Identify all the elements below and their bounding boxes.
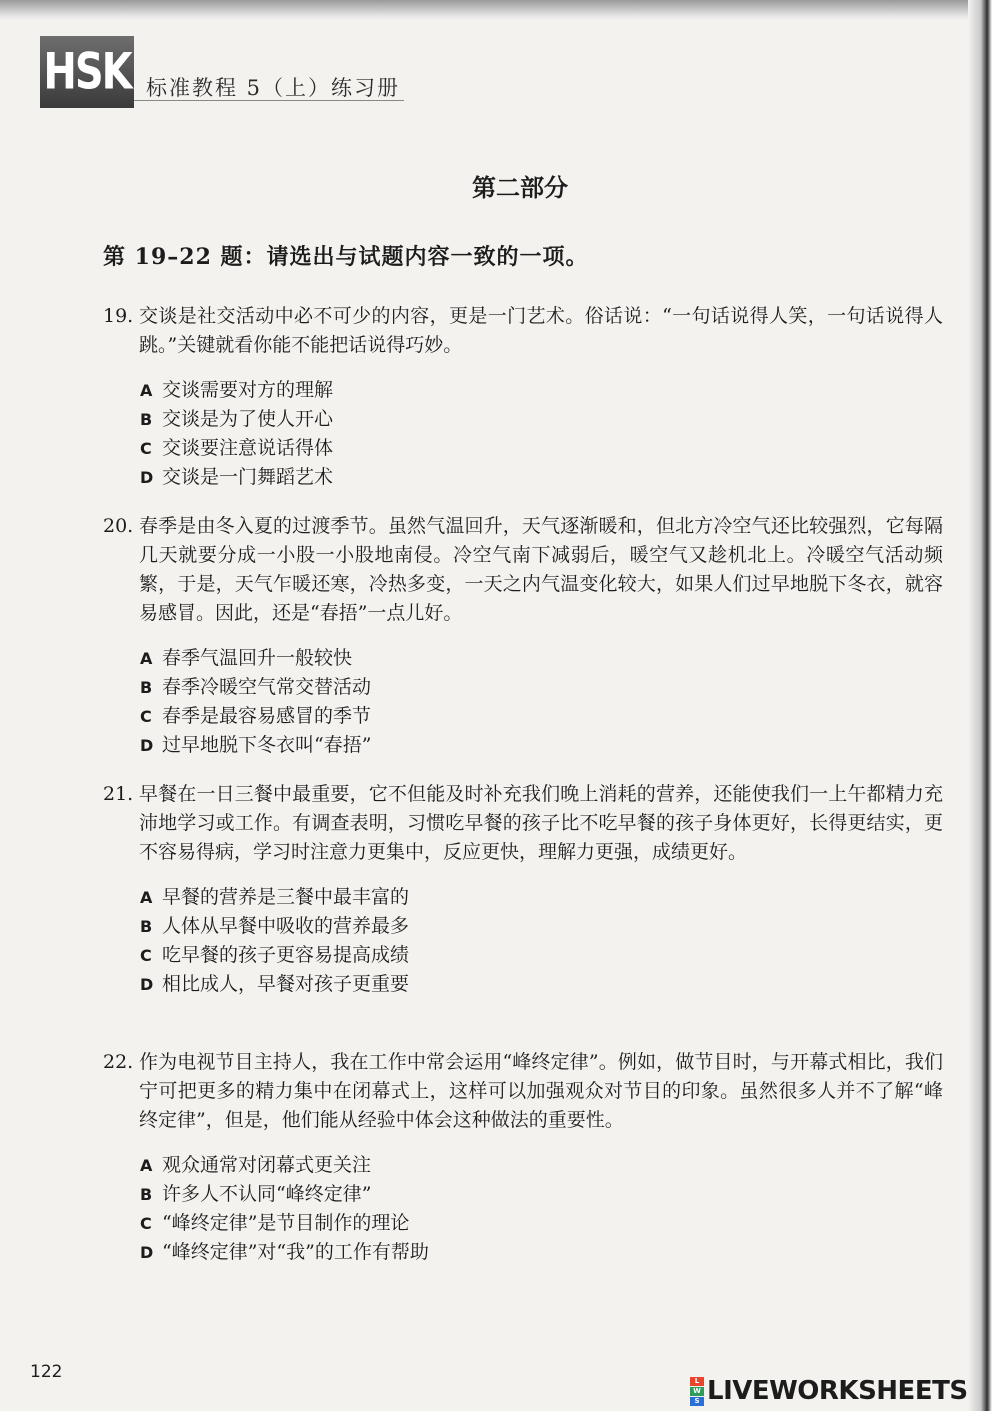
liveworksheets-icon (690, 1377, 704, 1406)
option-text: 交谈要注意说话得体 (162, 437, 334, 459)
option-letter: A (140, 888, 153, 907)
page-number: 122 (30, 1362, 63, 1382)
option-d[interactable] (140, 463, 943, 492)
question-body: 春季是由冬入夏的过渡季节。虽然气温回升，天气逐渐暖和，但北方冷空气还比较强烈，它每隔几天就要分成一小股一小股地南侵。冷空气南下减弱后，暖空气又趁机北上。冷暖空气活动频繁，于是，天气乍暖还寒，冷热多变，一天之内气温变化较大，如果人们过早地脱下冬衣，就容易感冒。因此，还是“春捂”一点儿好。 (139, 515, 943, 624)
logo-block-s: S (690, 1397, 704, 1406)
option-b[interactable] (140, 912, 943, 941)
option-letter: C (140, 439, 152, 458)
option-a[interactable] (140, 883, 943, 912)
option-text: 许多人不认同“峰终定律” (162, 1183, 372, 1205)
option-letter: D (140, 468, 154, 487)
question-20 (103, 512, 943, 760)
option-text: 交谈是为了使人开心 (162, 408, 334, 430)
option-text: 吃早餐的孩子更容易提高成绩 (162, 944, 410, 966)
liveworksheets-logo[interactable] (690, 1375, 968, 1407)
option-b[interactable] (140, 1180, 943, 1209)
option-text: 春季是最容易感冒的季节 (162, 705, 372, 727)
option-letter: C (140, 946, 152, 965)
question-number: 21. (103, 783, 134, 805)
option-letter: A (140, 649, 153, 668)
header-divider (134, 100, 404, 101)
option-c[interactable] (140, 702, 943, 731)
scan-top-band (0, 0, 1000, 20)
option-c[interactable] (140, 941, 943, 970)
question-text (103, 512, 943, 628)
question-22 (103, 1048, 943, 1267)
option-text: 人体从早餐中吸收的营养最多 (162, 915, 410, 937)
logo-block-l: L (690, 1377, 704, 1386)
option-letter: B (140, 1185, 153, 1204)
option-d[interactable] (140, 1238, 943, 1267)
option-letter: D (140, 975, 154, 994)
option-text: 春季气温回升一般较快 (162, 647, 353, 669)
option-text: 春季冷暖空气常交替活动 (162, 676, 372, 698)
option-text: 交谈需要对方的理解 (162, 379, 334, 401)
option-letter: C (140, 1214, 152, 1233)
option-letter: A (140, 1156, 153, 1175)
option-letter: C (140, 707, 152, 726)
option-c[interactable] (140, 434, 943, 463)
question-text (103, 302, 943, 360)
hsk-badge (40, 36, 134, 108)
option-text: “峰终定律”对“我”的工作有帮助 (162, 1241, 429, 1263)
question-body: 早餐在一日三餐中最重要，它不但能及时补充我们晚上消耗的营养，还能使我们一上午都精力充沛地学习或工作。有调查表明，习惯吃早餐的孩子比不吃早餐的孩子身体更好，长得更结实，更不容易得病，学习时注意力更集中，反应更快，理解力更强，成绩更好。 (139, 783, 943, 863)
options-list (140, 644, 943, 760)
options-list (140, 1151, 943, 1267)
option-text: 交谈是一门舞蹈艺术 (162, 466, 334, 488)
options-list (140, 883, 943, 999)
option-a[interactable] (140, 1151, 943, 1180)
option-a[interactable] (140, 644, 943, 673)
question-body: 作为电视节目主持人，我在工作中常会运用“峰终定律”。例如，做节目时，与开幕式相比，我们宁可把更多的精力集中在闭幕式上，这样可以加强观众对节目的印象。虽然很多人并不了解“峰终定律”，但是，他们能从经验中体会这种做法的重要性。 (139, 1051, 943, 1131)
liveworksheets-text: LIVEWORKSHEETS (707, 1376, 968, 1406)
option-b[interactable] (140, 405, 943, 434)
option-b[interactable] (140, 673, 943, 702)
book-title: 标准教程 5（上）练习册 (146, 76, 401, 100)
option-text: 早餐的营养是三餐中最丰富的 (162, 886, 410, 908)
option-letter: A (140, 381, 153, 400)
section-title: 第二部分 (472, 174, 568, 202)
option-letter: D (140, 736, 154, 755)
option-a[interactable] (140, 376, 943, 405)
question-text (103, 780, 943, 867)
option-text: 观众通常对闭幕式更关注 (162, 1154, 372, 1176)
option-text: 过早地脱下冬衣叫“春捂” (162, 734, 372, 756)
option-letter: B (140, 410, 153, 429)
instructions: 第 19–22 题：请选出与试题内容一致的一项。 (103, 244, 589, 270)
logo-block-w: W (690, 1387, 704, 1396)
question-19 (103, 302, 943, 492)
hsk-badge-text: HSK (43, 43, 131, 101)
option-letter: B (140, 917, 153, 936)
option-d[interactable] (140, 731, 943, 760)
option-d[interactable] (140, 970, 943, 999)
question-text (103, 1048, 943, 1135)
question-number: 20. (103, 515, 134, 537)
option-text: “峰终定律”是节目制作的理论 (162, 1212, 410, 1234)
option-text: 相比成人，早餐对孩子更重要 (162, 973, 410, 995)
question-body: 交谈是社交活动中必不可少的内容，更是一门艺术。俗话说：“一句话说得人笑，一句话说得人跳。”关键就看你能不能把话说得巧妙。 (139, 305, 943, 356)
question-21 (103, 780, 943, 999)
option-letter: B (140, 678, 153, 697)
options-list (140, 376, 943, 492)
book-binding-shadow (968, 0, 1000, 1411)
question-number: 22. (103, 1051, 134, 1073)
question-number: 19. (103, 305, 134, 327)
option-letter: D (140, 1243, 154, 1262)
option-c[interactable] (140, 1209, 943, 1238)
